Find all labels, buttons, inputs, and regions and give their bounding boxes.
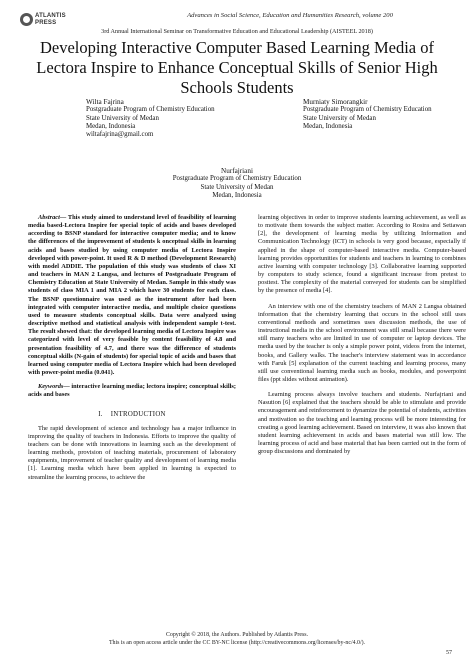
body-paragraph-3: Learning process always involve teachers and students. Nurfajriani and Nasution [6] explained that the teachers should be able to stimulate and provide encouragement and reinforcement to dynamize the potential of students, activities and motivation so the teaching and learning process will be more interesting for creating a good learning achievement. Based on interview, it was also known that student learning achievement in acids and bases material was still low. The learning process of acid and base material that has been carried out in the form of group discussions and dominated by [258, 391, 466, 456]
abstract [28, 214, 236, 377]
publisher-name-line1: ATLANTIS [35, 13, 66, 19]
publisher-name [35, 13, 66, 26]
author-city: Medan, Indonesia [86, 122, 136, 130]
author-name: Murniaty Simorangkir [303, 98, 368, 106]
author-program: Postgraduate Program of Chemistry Education [172, 175, 302, 183]
copyright-footer [20, 632, 454, 648]
atlantis-logo-icon [20, 13, 33, 26]
author-name: Nurfajriani [221, 167, 253, 175]
body-paragraph-1: learning objectives in order to improve students learning achievement, as well as to motivate them towards the subject matter. According to Rosira and Setiawan [2], the development of learning media by utilizing Information and Communication Technology (ICT) in schools is very good because, especially if applied in the shape of computer-based interactive media. Computer-based learning provides opportunities for students and teachers in learning to combines active learning with computer technology [3]. Collaborative learning supported by computers to study science, found a significant increase from pretest to posttest. The complexity of the material conveyed for students can be simplified by the presence of media [4]. [258, 214, 466, 295]
journal-series: Advances in Social Science, Education and Humanities Research, volume 200 [187, 12, 393, 19]
right-column [258, 214, 466, 456]
section-heading-introduction: I. INTRODUCTION [98, 411, 166, 419]
left-column [28, 214, 236, 482]
author-program: Postgraduate Program of Chemistry Education [86, 106, 215, 114]
author-city: Medan, Indonesia [212, 191, 262, 199]
author-name: Wilta Fajrina [86, 98, 124, 106]
author-university: State University of Medan [86, 114, 159, 122]
seminar-name: 3rd Annual International Seminar on Transformative Education and Educational Leadership (AISTEEL 2018) [101, 28, 373, 35]
copyright-line: Copyright © 2018, the Authors. Published by Atlantis Press. [165, 632, 309, 638]
author-block-3 [0, 167, 474, 200]
author-block-2 [303, 98, 432, 131]
author-program: Postgraduate Program of Chemistry Education [303, 106, 432, 114]
author-university: State University of Medan [303, 114, 376, 122]
keywords-label: Keywords— [38, 383, 70, 391]
author-email[interactable]: wiltafajrina@gmail.com [86, 131, 154, 139]
page-number: 57 [446, 650, 452, 656]
license-line[interactable]: This is an open access article under the CC BY-NC license (http://creativecommons.org/licenses/by-nc/4.0/). [108, 639, 366, 646]
publisher-name-line2: PRESS [35, 19, 57, 26]
author-block-1 [86, 98, 215, 139]
intro-paragraph-1: The rapid development of science and technology has a major influence in improving the quality of teachers in Indonesia. Efforts to improve the quality of teachers can be done with innovations in learning such as the development of learning methods, provision of teaching materials, procurement of laboratory equipments, improvement of teacher quality and development of learning media [1]. Learning media which have been applied in learning is expected to streamline the learning process, to achieve the [28, 424, 236, 481]
keywords [28, 383, 236, 399]
body-paragraph-2: An interview with one of the chemistry teachers of MAN 2 Langsa obtained information that the chemistry learning that occurs in the school still uses conventional methods and sometimes uses discussion methods, the use of instructional media in the school environment was still small because there were still many teachers who are limited in use of computer or laptop devices. The media used by the teacher is only a simple power point, videos from the internet, books, and Gallery walks. The teacher's interview statement was in accordance with Faruk [5] explanation of the current teaching and learning process, many still use conventional learning media such as books, modules, and powerpoint files (ppt slides without animation). [258, 302, 466, 383]
abstract-text: This study aimed to understand level of feasibility of learning media based-Lectora Inspire for special topic of acids and bases developed according to BSNP standard for interactive computer media; and to know the differences of the improvement of students k onceptual skills in learning acids and bases studied by using computer media of Lectora Inspire developed with power-point. It used R & D method (Development Research) with model ADDIE. The population of this study was students of class XI and teachers in MAN 2 Langsa, and lectures of Postgraduate Program of Chemistry Education at State University of Medan. Sample in this study was students of class MIA 1 and MIA 2 which have 30 students for each class. The BSNP questionnaire was used as the instrument after had been integrated with computer interactive media, and multiple choice questions used to measure students conceptual skills. Data were analyzed using descriptive method and statistical analysis with independent sample t-test. The result showed that: the developed learning media of Lectora Inspire was categorized with level of very feasible by content feasibility of 4.8 and presentation feasibility of 4.7, and there was the difference of students conceptual skills (N-gain of students) for special topic of acids and bases that learned using computer media of Lectora Inspire which had been developed with power-point media (0.041). [28, 214, 236, 376]
paper-title: Developing Interactive Computer Based Learning Media of Lectora Inspire to Enhance Conceptual Skills of Senior High Schools Students [36, 38, 438, 97]
keywords-text: interactive learning media; lectora inspire; conceptual skills; acids and bases [28, 383, 236, 399]
author-city: Medan, Indonesia [303, 122, 353, 130]
author-university: State University of Medan [200, 183, 274, 191]
abstract-label: Abstract— [38, 214, 67, 221]
